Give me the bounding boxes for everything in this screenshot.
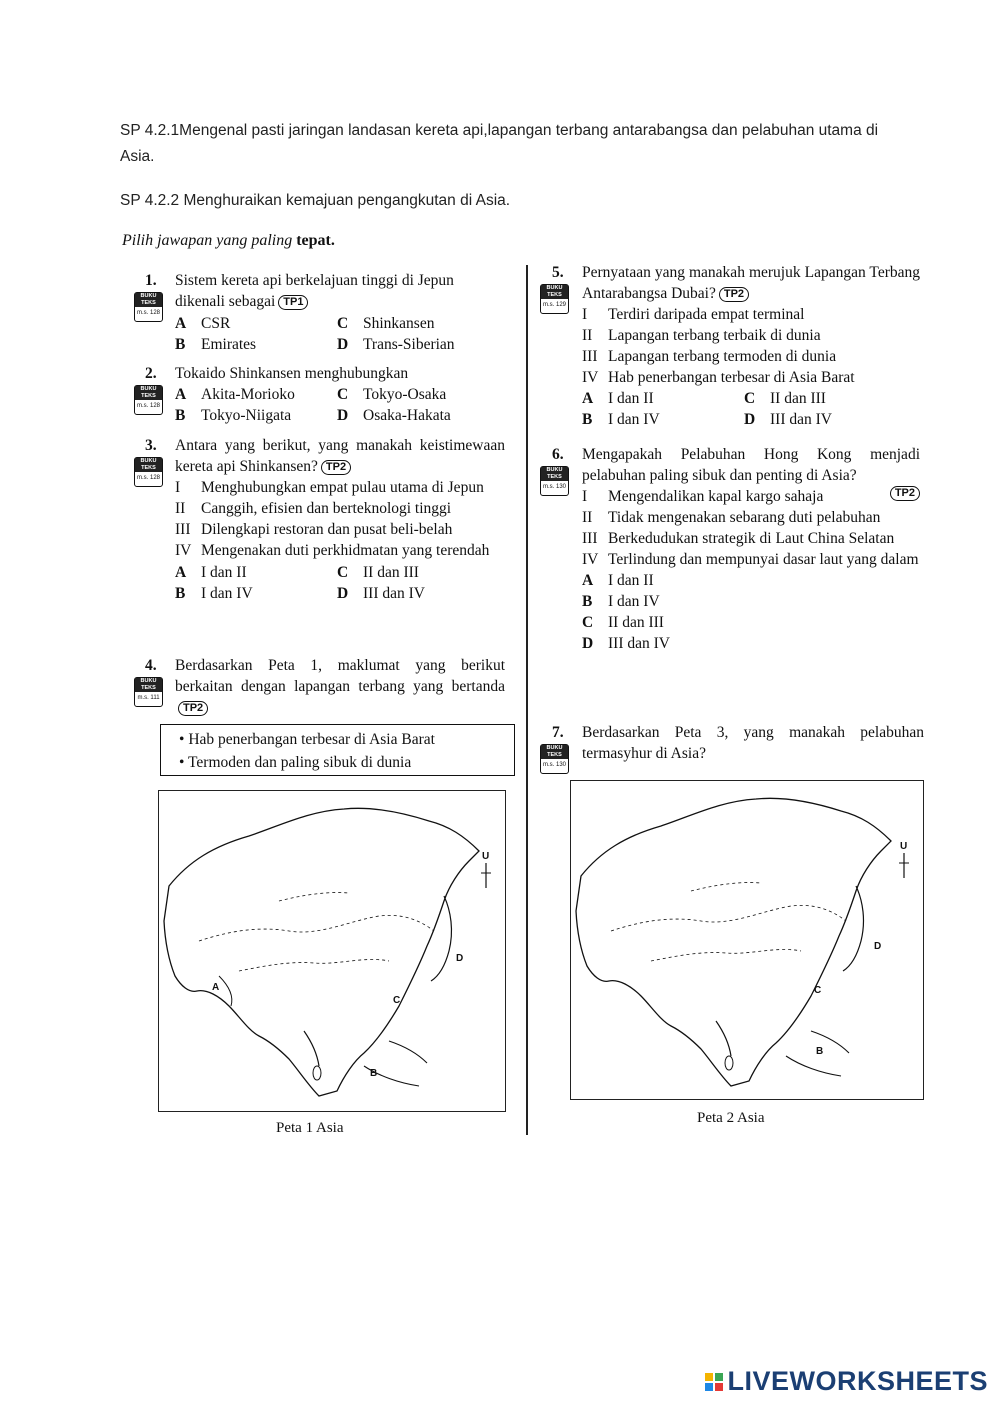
- statement-iii: III Lapangan terbang termoden di dunia: [582, 348, 837, 365]
- north-label: U: [482, 851, 490, 862]
- question-text: Sistem kereta api berkelajuan tinggi di Jepun dikenali sebagai: [175, 272, 454, 310]
- question-1: [136, 270, 505, 355]
- map-label-b: B: [370, 1068, 378, 1079]
- statement-ii: II Lapangan terbang terbaik di dunia: [582, 327, 821, 344]
- objective-sp-4-2-1: SP 4.2.1Mengenal pasti jaringan landasan kereta api,lapangan terbang antarabangsa dan pelabuhan utama di Asia.: [120, 122, 879, 165]
- map-1-asia: [158, 790, 506, 1112]
- map-label-d: D: [456, 953, 464, 964]
- book-icon: BUKU TEKS m.s. 111: [134, 677, 163, 707]
- option-c[interactable]: C Tokyo-Osaka: [337, 386, 447, 403]
- info-box: [160, 724, 515, 776]
- question-text: Mengapakah Pelabuhan Hong Kong menjadi pelabuhan paling sibuk dan penting di Asia?: [582, 446, 920, 484]
- option-a[interactable]: A I dan II: [582, 390, 654, 407]
- options: [582, 388, 920, 430]
- asia-map-svg: [571, 781, 923, 1099]
- option-c[interactable]: C II dan III: [582, 614, 664, 631]
- liveworksheets-logo-icon: [705, 1373, 723, 1391]
- statement-ii: II Tidak mengenakan sebarang duti pelabuhan: [582, 509, 881, 526]
- option-b[interactable]: B I dan IV: [582, 593, 660, 610]
- instruction: [122, 232, 335, 250]
- option-b[interactable]: B I dan IV: [175, 585, 253, 602]
- question-number: 7.: [552, 724, 564, 741]
- option-a[interactable]: A I dan II: [582, 572, 654, 589]
- map-label-c: C: [814, 985, 822, 996]
- question-text: Antara yang berikut, yang manakah keistimewaan kereta api Shinkansen?: [175, 437, 505, 475]
- question-6: [542, 444, 920, 654]
- map-label-c: C: [393, 995, 401, 1006]
- question-text: Berdasarkan Peta 3, yang manakah pelabuhan termasyhur di Asia?: [582, 724, 924, 762]
- question-7: [542, 722, 924, 768]
- tp-badge: TP2: [178, 701, 208, 716]
- option-d[interactable]: D III dan IV: [744, 411, 832, 428]
- option-c[interactable]: C Shinkansen: [337, 315, 435, 332]
- statement-ii: II Canggih, efisien dan berteknologi tinggi: [175, 500, 452, 517]
- book-icon: BUKU TEKS m.s. 128: [134, 457, 163, 487]
- instruction-bold: tepat.: [296, 232, 335, 249]
- map-label-a: A: [212, 982, 220, 993]
- question-text: Berdasarkan Peta 1, maklumat yang berikut berkaitan dengan lapangan terbang yang bertanda: [175, 657, 505, 695]
- map-2-asia: [570, 780, 924, 1100]
- option-c[interactable]: C II dan III: [337, 564, 419, 581]
- question-number: 2.: [145, 365, 157, 382]
- question-text: Tokaido Shinkansen menghubungkan: [175, 365, 409, 382]
- tp-badge: TP2: [321, 460, 351, 475]
- info-item: • Hab penerbangan terbesar di Asia Barat: [179, 728, 514, 751]
- question-number: 1.: [145, 272, 157, 289]
- map-2-caption: Peta 2 Asia: [697, 1110, 765, 1126]
- statement-iii: III Dilengkapi restoran dan pusat beli-belah: [175, 521, 453, 538]
- statement-iv: IV Terlindung dan mempunyai dasar laut yang dalam: [582, 551, 919, 568]
- options: [582, 570, 920, 654]
- question-text: Pernyataan yang manakah merujuk Lapangan Terbang Antarabangsa Dubai?: [582, 264, 920, 302]
- question-number: 4.: [145, 657, 157, 674]
- question-2: [136, 363, 505, 426]
- options: [175, 562, 505, 604]
- question-number: 5.: [552, 264, 564, 281]
- option-b[interactable]: B I dan IV: [582, 411, 660, 428]
- asia-map-svg: [159, 791, 505, 1111]
- statement-i: I Terdiri daripada empat terminal: [582, 306, 805, 323]
- tp-badge: TP1: [278, 295, 308, 310]
- tp-badge: TP2: [719, 287, 749, 302]
- option-b[interactable]: B Tokyo-Niigata: [175, 407, 292, 424]
- instruction-italic: Pilih jawapan yang paling: [122, 232, 293, 249]
- option-b[interactable]: B Emirates: [175, 336, 257, 353]
- question-number: 6.: [552, 446, 564, 463]
- option-d[interactable]: D III dan IV: [582, 635, 670, 652]
- statement-iv: IV Mengenakan duti perkhidmatan yang terendah: [175, 542, 490, 559]
- tp-badge: TP2: [890, 486, 920, 501]
- column-divider: [526, 265, 528, 1135]
- north-label: U: [900, 841, 908, 852]
- question-3: [136, 435, 505, 604]
- option-d[interactable]: D Trans-Siberian: [337, 336, 455, 353]
- book-icon: BUKU TEKS m.s. 128: [134, 385, 163, 415]
- options: [175, 313, 505, 355]
- option-d[interactable]: D Osaka-Hakata: [337, 407, 451, 424]
- map-label-d: D: [874, 941, 882, 952]
- map-label-b: B: [816, 1046, 824, 1057]
- statement-i: I Mengendalikan kapal kargo sahaja TP2: [582, 486, 920, 507]
- option-c[interactable]: C II dan III: [744, 390, 826, 407]
- question-4: [137, 655, 505, 718]
- statement-i: I Menghubungkan empat pulau utama di Jepun: [175, 479, 484, 496]
- brand-text: LIVEWORKSHEETS: [727, 1366, 988, 1396]
- statement-iii: III Berkedudukan strategik di Laut China Selatan: [582, 530, 895, 547]
- info-item: • Termoden dan paling sibuk di dunia: [179, 751, 514, 774]
- book-icon: BUKU TEKS m.s. 130: [540, 466, 569, 496]
- objective-sp-4-2-2: SP 4.2.2 Menghuraikan kemajuan pengangkutan di Asia.: [120, 192, 511, 209]
- liveworksheets-brand: [705, 1366, 988, 1397]
- question-number: 3.: [145, 437, 157, 454]
- option-a[interactable]: A I dan II: [175, 564, 247, 581]
- options: [175, 384, 505, 426]
- option-a[interactable]: A Akita-Morioko: [175, 386, 295, 403]
- book-icon: BUKU TEKS m.s. 129: [540, 284, 569, 314]
- option-d[interactable]: D III dan IV: [337, 585, 425, 602]
- map-1-caption: Peta 1 Asia: [276, 1120, 344, 1136]
- book-icon: BUKU TEKS m.s. 128: [134, 292, 163, 322]
- question-5: [542, 262, 920, 430]
- statement-iv: IV Hab penerbangan terbesar di Asia Barat: [582, 369, 855, 386]
- option-a[interactable]: A CSR: [175, 315, 231, 332]
- book-icon: BUKU TEKS m.s. 130: [540, 744, 569, 774]
